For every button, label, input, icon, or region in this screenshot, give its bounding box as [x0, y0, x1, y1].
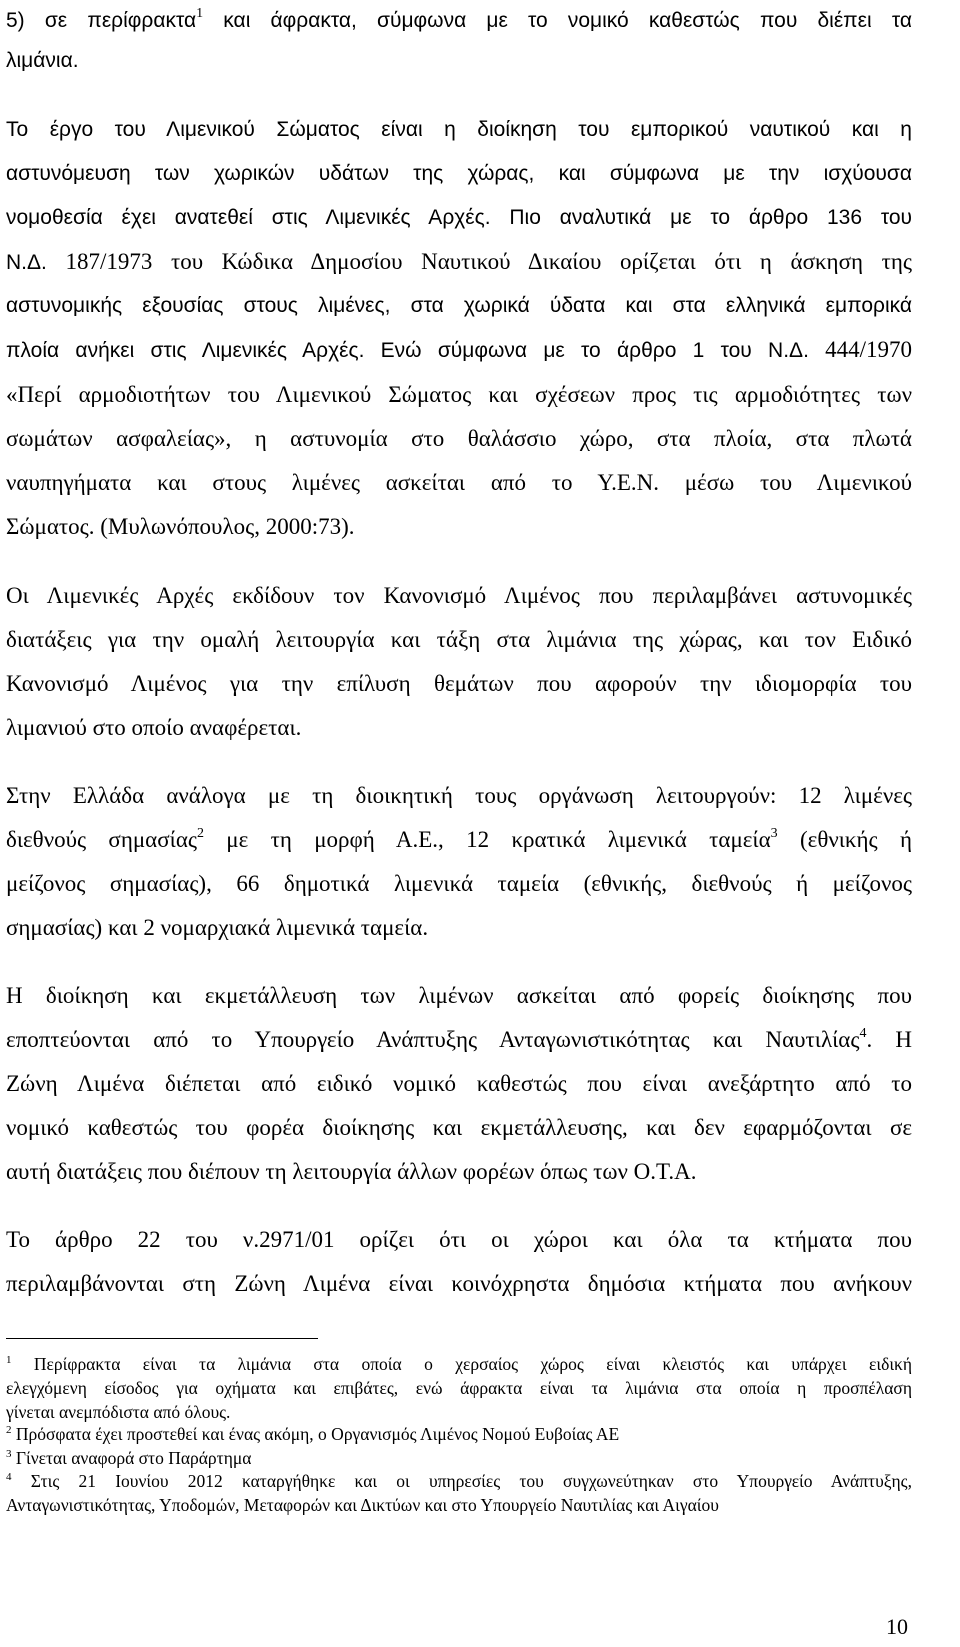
body-line: Οι Λιμενικές Αρχές εκδίδουν τον Κανονισμό Λιμένος που περιλαμβάνει αστυνομικές [6, 583, 912, 608]
text-run: εποπτεύονται από το Υπουργείο Ανάπτυξης Ανταγωνιστικότητας και Ναυτιλίας [6, 1027, 860, 1052]
footnote-ref: 1 [196, 6, 204, 21]
body-line [6, 822, 912, 858]
body-line: περιλαμβάνονται στη Ζώνη Λιμένα είναι κοινόχρηστα δημόσια κτήματα που ανήκουν [6, 1271, 912, 1296]
footnote-ref: 2 [196, 826, 204, 841]
text-run: με τη μορφή Α.Ε., 12 κρατικά λιμενικά ταμεία [203, 827, 771, 852]
footnote-line [6, 1469, 912, 1493]
footnote-separator [6, 1338, 318, 1339]
footnote-line [6, 1422, 912, 1446]
body-line: Στην Ελλάδα ανάλογα με τη διοικητική τους οργάνωση λειτουργούν: 12 λιμένες [6, 783, 912, 808]
body-line: «Περί αρμοδιοτήτων του Λιμενικού Σώματος και σχέσεων προς τις αρμοδιότητες των [6, 382, 912, 407]
body-line: αστυνόμευση των χωρικών υδάτων της χώρας, και σύμφωνα με την ισχύουσα [6, 162, 912, 185]
body-line: Το άρθρο 22 του ν.2971/01 ορίζει ότι οι χώροι και όλα τα κτήματα που [6, 1227, 912, 1252]
body-line [6, 332, 912, 368]
footnote-number: 3 [6, 1448, 12, 1460]
footnote-number: 4 [6, 1471, 12, 1483]
page-number: 10 [886, 1614, 908, 1639]
text-run: διεθνούς σημασίας [6, 827, 197, 852]
text-run: Ν.Δ. [6, 251, 47, 274]
body-line: αστυνομικής εξουσίας στους λιμένες, στα χωρικά ύδατα και στα ελληνικά εμπορικά [6, 294, 912, 317]
text-run: Στις 21 Ιουνίου 2012 καταργήθηκε και οι υπηρεσίες του συγχωνεύτηκαν στο Υπουργείο Ανάπτυξης, [11, 1471, 912, 1491]
body-line [6, 244, 912, 280]
body-line: νομοθεσία έχει ανατεθεί στις Λιμενικές Αρχές. Πιο αναλυτικά με το άρθρο 136 του [6, 206, 912, 229]
body-line: διατάξεις για την ομαλή λειτουργία και τάξη στα λιμάνια της χώρας, και τον Ειδικό [6, 627, 912, 652]
footnote-line: γίνεται ανεμπόδιστα από όλους. [6, 1402, 231, 1422]
text-run: πλοία ανήκει στις Λιμενικές Αρχές. Ενώ σύμφωνα με το άρθρο 1 του [6, 339, 769, 362]
text-run: . Η [866, 1027, 912, 1052]
body-line: λιμάνια. [6, 49, 79, 72]
body-line: Η διοίκηση και εκμετάλλευση των λιμένων ασκείται από φορείς διοίκησης που [6, 983, 912, 1008]
footnote-line [6, 1446, 912, 1470]
text-run: Περίφρακτα είναι τα λιμάνια στα οποία ο χερσαίος χώρος είναι κλειστός και υπάρχει ειδική [11, 1354, 912, 1374]
body-line: ναυπηγήματα και στους λιμένες ασκείται από το Υ.Ε.Ν. μέσω του Λιμενικού [6, 470, 912, 495]
text-run: 187/1973 του Κώδικα Δημοσίου Ναυτικού Δικαίου ορίζεται ότι η άσκηση της [46, 249, 912, 274]
body-line: σημασίας) και 2 νομαρχιακά λιμενικά ταμεία. [6, 915, 429, 940]
text-run: και άφρακτα, σύμφωνα με το νομικό καθεστώς που διέπει τα [203, 9, 913, 32]
body-line [6, 2, 912, 38]
body-line: σωμάτων ασφαλείας», η αστυνομία στο θαλάσσιο χώρο, στα πλοία, στα πλωτά [6, 426, 912, 451]
body-line [6, 1022, 912, 1058]
footnote-line [6, 1352, 912, 1376]
footnote-line: Ανταγωνιστικότητας, Υποδομών, Μεταφορών και Δικτύων και στο Υπουργείο Ναυτιλίας και Αιγαίου [6, 1495, 719, 1515]
text-run: Γίνεται αναφορά στο Παράρτημα [11, 1448, 252, 1468]
footnote-ref: 3 [770, 826, 778, 841]
body-line: Ζώνη Λιμένα διέπεται από ειδικό νομικό καθεστώς που είναι ανεξάρτητο από το [6, 1071, 912, 1096]
body-line: Σώματος. (Μυλωνόπουλος, 2000:73). [6, 514, 355, 539]
body-line: Το έργο του Λιμενικού Σώματος είναι η διοίκηση του εμπορικού ναυτικού και η [6, 118, 912, 141]
body-line: Κανονισμό Λιμένος για την επίλυση θεμάτων που αφορούν την ιδιομορφία του [6, 671, 912, 696]
text-run: Ν.Δ. [768, 339, 809, 362]
footnote-ref: 4 [859, 1026, 867, 1041]
text-run: Πρόσφατα έχει προστεθεί και ένας ακόμη, ο Οργανισμός Λιμένος Νομού Ευβοίας ΑΕ [11, 1424, 620, 1444]
footnote-number: 2 [6, 1424, 12, 1436]
body-line: λιμανιού στο οποίο αναφέρεται. [6, 715, 302, 740]
footnote-number: 1 [6, 1354, 12, 1366]
footnote-line: ελεγχόμενη είσοδος για οχήματα και επιβάτες, ενώ άφρακτα είναι τα λιμάνια στα οποία η προσπέλαση [6, 1378, 912, 1398]
body-line: νομικό καθεστώς του φορέα διοίκησης και εκμετάλλευσης, και δεν εφαρμόζονται σε [6, 1115, 912, 1140]
body-line: αυτή διατάξεις που διέπουν τη λειτουργία άλλων φορέων όπως των Ο.Τ.Α. [6, 1159, 697, 1184]
text-run: 444/1970 [808, 337, 912, 362]
text-run: 5) σε περίφρακτα [6, 9, 197, 32]
body-line: μείζονος σημασίας), 66 δημοτικά λιμενικά ταμεία (εθνικής, διεθνούς ή μείζονος [6, 871, 912, 896]
text-run: (εθνικής ή [777, 827, 912, 852]
